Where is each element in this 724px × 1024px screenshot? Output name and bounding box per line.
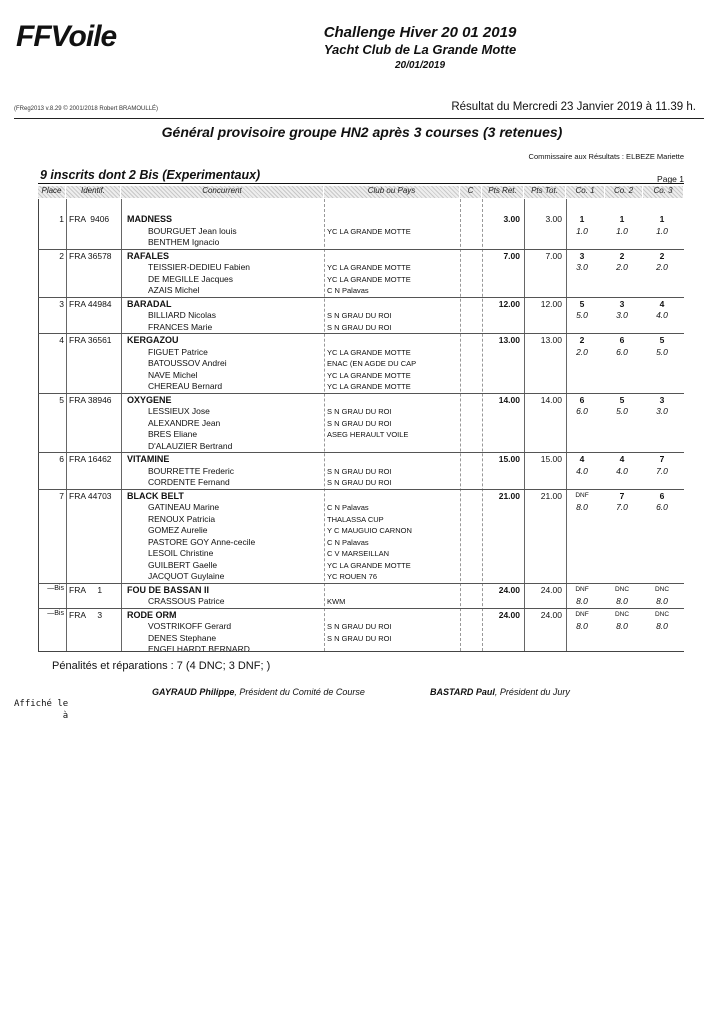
race-rank-cell: DNF [575,585,589,593]
crew-member: BATOUSSOV Andrei [148,358,227,368]
race-rank-cell: 6 [619,335,625,345]
place-cell: —Bis [47,584,64,592]
club-name-cell: ASEG HERAULT VOILE [327,430,409,439]
crew-member: RENOUX Patricia [148,513,216,524]
logo-text: FFVoile [16,20,117,53]
row-separator [38,297,684,298]
crew-member: BENTHEM Ignacio [148,237,220,247]
club-name-cell: YC LA GRANDE MOTTE [327,382,411,391]
place-cell: 1 [59,214,64,224]
crew-member: GOMEZ Aurelie [148,525,208,535]
boat-name: BARADAL [127,298,172,309]
race-rank-cell: DNC [614,585,630,593]
pts-ret-cell: 21.00 [498,490,520,501]
club-name-cell: YC LA GRANDE MOTTE [327,370,411,380]
race-rank-cell: 1 [579,214,585,224]
boat-name: RODE ORM [127,609,177,620]
club-name-cell: YC LA GRANDE MOTTE [327,274,411,284]
club-name-cell: S N GRAU DU ROI [327,622,392,631]
race-rank-cell: 4 [579,454,585,464]
race-score-cell: 2.0 [656,262,668,272]
race-score-cell: 5.0 [576,310,588,320]
jury-role: , Président du Jury [494,687,570,697]
identif-cell: FRA 16462 [69,454,112,464]
row-separator [38,333,684,334]
boat-name: RAFALES [127,250,170,261]
race-committee-name: GAYRAUD Philippe [152,687,235,697]
club-name-cell: S N GRAU DU ROI [327,466,392,476]
crew-member: BOURGUET Jean louis [148,225,237,236]
race-score-cell: 3.0 [616,310,628,320]
pts-tot-cell: 14.00 [540,394,562,405]
club-name-cell: THALASSA CUP [327,514,384,524]
pts-ret-cell: 7.00 [503,250,520,261]
race-rank-cell: 5 [619,394,625,405]
race-rank-cell: 2 [659,250,665,261]
club-name-cell: Y C MAUGUIO CARNON [327,526,412,535]
column-header: Co. 2 [605,186,642,198]
table-bottom-line [38,651,684,652]
affiche-note: Affiché le à [14,699,69,721]
race-rank-cell: DNF [575,491,589,499]
pts-tot-cell: 21.00 [540,490,562,501]
race-score-cell: 3.0 [656,406,668,416]
crew-list [148,406,232,452]
pts-tot-cell: 7.00 [545,250,562,261]
place-cell: 3 [59,298,64,309]
result-timestamp: Résultat du Mercredi 23 Janvier 2019 à 11.39 h. [451,101,696,113]
crew-list [148,596,225,608]
crew-member: TEISSIER-DEDIEU Fabien [148,262,251,272]
pts-tot-cell: 24.00 [540,609,562,620]
race-score-cell: 4.0 [576,465,588,476]
race-rank-cell: 6 [659,490,665,501]
race-rank-cell: 5 [659,335,665,345]
identif-cell: FRA 44984 [69,298,112,309]
identif-cell: FRA 1 [69,584,103,595]
race-score-cell: 8.0 [576,502,588,512]
pts-tot-cell: 3.00 [545,214,562,224]
boat-name: MADNESS [127,214,173,224]
table-row [38,585,684,608]
header-divider [14,118,704,119]
pts-ret-cell: 13.00 [498,335,520,345]
club-name-cell: S N GRAU DU ROI [327,407,392,416]
race-score-cell: 4.0 [616,465,628,476]
club-name-cell: YC LA GRANDE MOTTE [327,347,411,357]
identif-cell: FRA 36561 [69,335,112,345]
pts-tot-cell: 12.00 [540,298,562,309]
column-header: Pts Ret. [482,186,523,198]
crew-list [148,226,237,249]
race-rank-cell: 3 [579,250,585,261]
signature-race-committee [152,687,365,697]
column-header: Concurrent [121,186,323,198]
table-row [38,610,684,656]
club-name-cell [327,644,392,656]
club-name-cell: YC LA GRANDE MOTTE [327,226,411,236]
program-version: (FReg2013 v.8.29 © 2001/2018 Robert BRAMOULLÉ) [14,106,159,112]
column-header: C [460,186,481,198]
race-score-cell: 6.0 [656,502,668,512]
crew-member: FIGUET Patrice [148,346,208,357]
race-rank-cell: 1 [619,214,625,224]
boat-name: BLACK BELT [127,490,184,501]
pts-ret-cell: 15.00 [498,454,520,464]
identif-cell: FRA 9406 [69,214,110,224]
race-score-cell: 7.0 [616,502,628,512]
identif-cell: FRA 44703 [69,490,112,501]
crew-member: DENES Stephane [148,632,217,643]
race-score-cell: 8.0 [656,621,668,631]
club-list [327,226,411,249]
race-rank-cell: 4 [619,454,625,464]
jury-name: BASTARD Paul [430,687,495,697]
crew-member: NAVE Michel [148,369,198,380]
race-score-cell: 1.0 [616,225,628,236]
crew-member: BRES Eliane [148,429,198,439]
club-list [327,310,392,333]
table-top-line [38,183,684,184]
club-name-cell: S N GRAU DU ROI [327,322,392,332]
club-name-cell: YC LA GRANDE MOTTE [327,560,411,570]
club-name-cell: KWM [327,597,346,606]
crew-member: CRASSOUS Patrice [148,596,225,606]
pts-tot-cell: 15.00 [540,454,562,464]
table-row [38,395,684,453]
race-score-cell: 8.0 [656,596,668,606]
race-rank-cell: 7 [619,490,625,501]
page-number: Page 1 [657,174,684,184]
row-separator [38,583,684,584]
race-rank-cell: 3 [619,298,625,309]
race-rank-cell: 2 [619,250,625,261]
crew-member: PASTORE GOY Anne-cecile [148,536,256,547]
column-header: Club ou Pays [324,186,459,198]
crew-member: LESOIL Christine [148,548,214,558]
race-score-cell: 1.0 [656,225,668,236]
race-rank-cell: 1 [659,214,665,224]
crew-member: CORDENTE Fernand [148,477,230,487]
race-score-cell: 2.0 [616,262,628,272]
crew-member: VOSTRIKOFF Gerard [148,621,232,631]
pts-ret-cell: 24.00 [498,609,520,620]
pts-tot-cell: 24.00 [540,584,562,595]
place-cell: —Bis [47,609,64,617]
boat-name: KERGAZOU [127,335,179,345]
table-row [38,491,684,583]
crew-list [148,262,250,297]
column-header: Pts Tot. [524,186,565,198]
race-rank-cell: DNC [614,610,630,618]
race-score-cell: 1.0 [576,225,588,236]
race-score-cell: 3.0 [576,262,588,272]
crew-list [148,347,227,393]
crew-member: LESSIEUX Jose [148,406,210,416]
club-name: Yacht Club de La Grande Motte [323,42,517,57]
race-score-cell: 7.0 [656,465,668,476]
race-rank-cell: 4 [659,298,665,309]
crew-member: BOURRETTE Frederic [148,465,234,476]
row-separator [38,489,684,490]
column-header: Identif. [66,186,120,198]
crew-list [148,310,216,333]
race-score-cell: 8.0 [576,596,588,606]
event-date: 20/01/2019 [394,60,446,71]
race-score-cell: 8.0 [616,621,628,631]
boat-name: FOU DE BASSAN II [127,584,210,595]
club-name-cell: S N GRAU DU ROI [327,311,392,320]
pts-ret-cell: 12.00 [498,298,520,309]
row-separator [38,393,684,394]
pts-ret-cell: 3.00 [503,214,520,224]
place-cell: 4 [59,335,64,345]
club-list [327,262,411,297]
club-list [327,502,412,583]
penalties-summary: Pénalités et réparations : 7 (4 DNC; 3 DNF; ) [52,660,271,672]
crew-member: AZAIS Michel [148,285,200,295]
race-rank-cell: DNF [575,610,589,618]
race-rank-cell: DNC [654,610,670,618]
pts-ret-cell: 24.00 [498,584,520,595]
race-rank-cell: 6 [579,394,585,405]
column-header: Co. 1 [566,186,604,198]
pts-ret-cell: 14.00 [498,394,520,405]
place-cell: 7 [59,490,64,501]
race-score-cell: 8.0 [576,621,588,631]
club-name-cell: ENAC (EN AGDE DU CAP [327,359,417,368]
race-committee-role: , Président du Comité de Course [234,687,365,697]
crew-member: ALEXANDRE Jean [148,417,221,428]
club-name-cell [327,441,408,453]
club-name-cell: YC LA GRANDE MOTTE [327,263,411,272]
boat-name: VITAMINE [127,454,170,464]
crew-member: GATINEAU Marine [148,502,220,512]
column-header: Place [38,186,65,198]
race-rank-cell: 5 [579,298,585,309]
ffvoile-logo [16,18,136,62]
crew-member: ENGELHARDT BERNARD [148,644,250,654]
race-rank-cell: DNC [654,585,670,593]
club-name-cell: S N GRAU DU ROI [327,418,392,428]
row-separator [38,608,684,609]
race-score-cell: 8.0 [616,596,628,606]
race-score-cell: 6.0 [576,406,588,416]
club-name-cell: C V MARSEILLAN [327,549,390,558]
crew-member: D'ALAUZIER Bertrand [148,440,233,451]
pts-tot-cell: 13.00 [540,335,562,345]
group-title: Général provisoire groupe HN2 après 3 courses (3 retenues) [161,124,563,140]
club-list [327,347,416,393]
club-name-cell: S N GRAU DU ROI [327,633,392,643]
table-row [38,335,684,393]
club-name-cell: C N Palavas [327,537,369,547]
boat-name: OXYGENE [127,394,172,405]
club-list [327,596,345,608]
club-name-cell: S N GRAU DU ROI [327,478,392,487]
club-name-cell: C N Palavas [327,503,369,512]
club-name-cell [327,237,411,249]
crew-member: BILLIARD Nicolas [148,310,217,320]
table-row [38,214,684,249]
crew-member: FRANCES Marie [148,321,213,332]
signature-jury [430,687,570,697]
race-score-cell: 5.0 [656,346,668,357]
crew-member: JACQUOT Guylaine [148,571,225,581]
race-score-cell: 4.0 [656,310,668,320]
race-rank-cell: 2 [579,335,585,345]
place-cell: 2 [59,250,64,261]
commissaire: Commissaire aux Résultats : ELBEZE Mariette [528,152,684,161]
crew-member: GUILBERT Gaelle [148,559,218,570]
race-score-cell: 6.0 [616,346,628,357]
club-list [327,466,392,489]
inscrits-count: 9 inscrits dont 2 Bis (Experimentaux) [40,168,261,182]
table-row [38,251,684,297]
identif-cell: FRA 38946 [69,394,112,405]
race-score-cell: 5.0 [616,406,628,416]
crew-list [148,502,255,583]
row-separator [38,249,684,250]
club-list [327,406,408,452]
club-name-cell: YC ROUEN 76 [327,572,378,581]
table-row [38,299,684,334]
race-score-cell: 2.0 [576,346,588,357]
identif-cell: FRA 36578 [69,250,112,261]
crew-list [148,466,234,489]
identif-cell: FRA 3 [69,609,103,620]
race-rank-cell: 3 [659,394,665,405]
place-cell: 6 [59,454,64,464]
table-row [38,454,684,489]
event-title: Challenge Hiver 20 01 2019 [323,24,517,41]
place-cell: 5 [59,394,64,405]
column-header: Co. 3 [643,186,683,198]
row-separator [38,452,684,453]
race-rank-cell: 7 [659,454,665,464]
club-name-cell: C N Palavas [327,286,369,295]
crew-member: CHEREAU Bernard [148,381,223,391]
crew-member: DE MEGILLE Jacques [148,273,234,284]
